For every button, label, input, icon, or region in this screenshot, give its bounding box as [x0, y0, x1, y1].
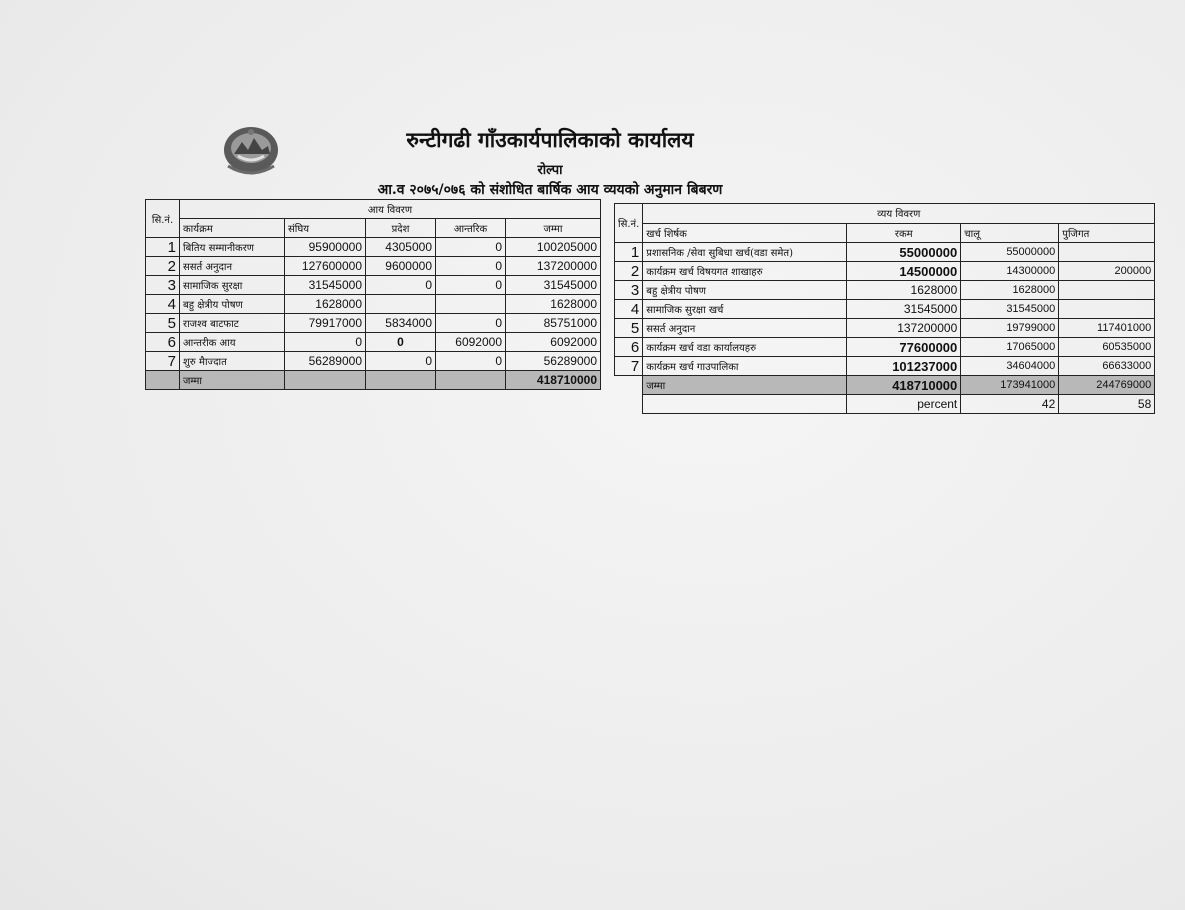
expense-row: 3 बहु क्षेत्रीय पोषण 1628000 1628000	[615, 281, 1155, 300]
income-row: 2 ससर्त अनुदान 127600000 9600000 0 137200000	[146, 257, 601, 276]
income-group-header: आय विवरण	[180, 200, 601, 219]
income-total-row	[146, 371, 601, 390]
col-federal-header: संघिय	[285, 219, 366, 238]
expense-total-amount: 418710000	[847, 376, 961, 395]
nepal-emblem-icon	[220, 120, 282, 182]
income-table	[145, 199, 601, 390]
expense-total-row	[615, 376, 1155, 395]
col-program-header: कार्यक्रम	[180, 219, 285, 238]
income-total-value: 418710000	[506, 371, 601, 390]
percent-current: 42	[961, 395, 1059, 414]
percent-capital: 58	[1059, 395, 1155, 414]
income-row: 1 बितिय सम्मानीकरण 95900000 4305000 0 100205000	[146, 238, 601, 257]
expense-row: 2 कार्यक्रम खर्च विषयगत शाखाहरु 14500000 14300000 200000	[615, 262, 1155, 281]
expense-row: 7 कार्यक्रम खर्च गाउपालिका 101237000 34604000 66633000	[615, 357, 1155, 376]
expense-table	[614, 203, 1155, 414]
office-title: रुन्टीगढी गाँउकार्यपालिकाको कार्यालय	[406, 127, 694, 152]
income-sn-header: सि.नं.	[146, 200, 180, 238]
income-row: 4 बहु क्षेत्रीय पोषण 1628000 1628000	[146, 295, 601, 314]
expense-total-label: जम्मा	[643, 376, 847, 395]
expense-total-current: 173941000	[961, 376, 1059, 395]
expense-sn-header: सि.नं.	[615, 204, 643, 243]
col-capital-header: पुजिगत	[1059, 223, 1155, 243]
income-total-label: जम्मा	[180, 371, 285, 390]
percent-label: percent	[847, 395, 961, 414]
district-name: रोल्पा	[537, 163, 563, 178]
expense-row: 5 ससर्त अनुदान 137200000 19799000 117401000	[615, 319, 1155, 338]
col-internal-header: आन्तरिक	[436, 219, 506, 238]
expense-group-header: व्यय विवरण	[643, 204, 1155, 224]
expense-total-capital: 244769000	[1059, 376, 1155, 395]
col-total-header: जम्मा	[506, 219, 601, 238]
col-current-header: चालू	[961, 223, 1059, 243]
income-row: 6 आन्तरीक आय 0 0 6092000 6092000	[146, 333, 601, 352]
report-title: आ.व २०७५/०७६ को संशोधित बार्षिक आय व्ययको अनुमान बिबरण	[377, 182, 723, 198]
expense-percent-row	[615, 395, 1155, 414]
col-heading-header: खर्च शिर्षक	[643, 223, 847, 243]
expense-row: 6 कार्यक्रम खर्च वडा कार्यालयहरु 77600000 17065000 60535000	[615, 338, 1155, 357]
expense-row: 4 सामाजिक सुरक्षा खर्च 31545000 31545000	[615, 300, 1155, 319]
income-row: 7 शुरु मैाज्दात 56289000 0 0 56289000	[146, 352, 601, 371]
col-amount-header: रकम	[847, 223, 961, 243]
income-row: 3 सामाजिक सुरक्षा 31545000 0 0 31545000	[146, 276, 601, 295]
expense-row: 1 प्रशासनिक /सेवा सुबिधा खर्च(वडा समेत) 55000000 55000000	[615, 243, 1155, 262]
col-province-header: प्रदेश	[366, 219, 436, 238]
income-row: 5 राजश्व बाटफाट 79917000 5834000 0 85751000	[146, 314, 601, 333]
